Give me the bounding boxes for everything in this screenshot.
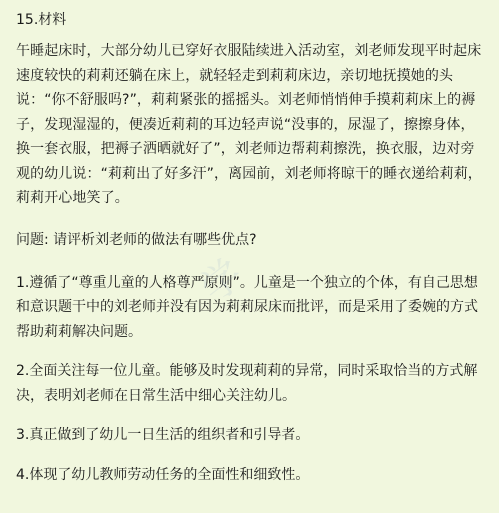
answer-item-1: 1.遵循了“尊重儿童的人格尊严原则”。儿童是一个独立的个体，有自己思想和意识题干中的刘老师并没有因为莉莉尿床而批评，而是采用了委婉的方式帮助莉莉解决问题。 [16, 274, 478, 340]
answer-item-4: 4.体现了幼儿教师劳动任务的全面性和细致性。 [16, 466, 310, 483]
answer-item-2: 2.全面关注每一位儿童。能够及时发现莉莉的异常，同时采取恰当的方式解决，表明刘老师在日常生活中细心关注幼儿。 [16, 363, 478, 404]
material-paragraph: 午睡起床时，大部分幼儿已穿好衣服陆续进入活动室，刘老师发现平时起床速度较快的莉莉还躺在床上，就轻轻走到莉莉床边，亲切地抚摸她的头说：“你不舒服吗?”，莉莉紧张的摇摇头。刘老师悄悄伸手摸莉莉床上的褥子，发现湿湿的，便凑近莉莉的耳边轻声说“没事的，尿湿了，擦擦身体，换一套衣服，把褥子洒晒就好了”，刘老师边帮莉莉擦洗，换衣服，边对旁观的幼儿说：“莉莉出了好多汗”，离园前，刘老师将晾干的睡衣递给莉莉，莉莉开心地笑了。 [16, 43, 482, 206]
section-heading: 15.材料 [16, 12, 67, 28]
watermark: 学 [192, 250, 253, 312]
answer-item-3: 3.真正做到了幼儿一日生活的组织者和引导者。 [16, 427, 310, 443]
question-text: 问题: 请评析刘老师的做法有哪些优点? [16, 231, 257, 248]
